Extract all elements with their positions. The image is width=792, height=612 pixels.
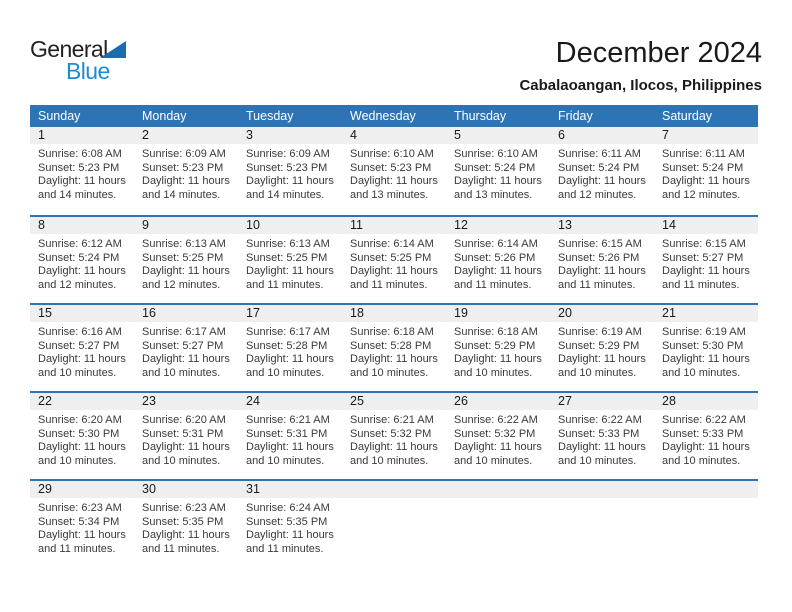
day-number <box>446 481 550 498</box>
week-row <box>30 479 758 567</box>
weekday-header-wednesday: Wednesday <box>350 109 416 123</box>
day-details <box>654 234 758 293</box>
day-number: 17 <box>238 305 342 322</box>
day-details <box>342 144 446 203</box>
sunset-text: Sunset: 5:23 PM <box>350 161 432 174</box>
sunset-text: Sunset: 5:24 PM <box>38 251 120 264</box>
daylight-text: Daylight: 11 hours and 10 minutes. <box>454 441 542 467</box>
day-cell-empty <box>550 481 654 567</box>
daylight-text: Daylight: 11 hours and 10 minutes. <box>350 441 438 467</box>
day-details <box>342 234 446 293</box>
sunrise-text: Sunrise: 6:13 AM <box>246 238 330 250</box>
day-details <box>550 234 654 293</box>
day-number <box>654 481 758 498</box>
daylight-text: Daylight: 11 hours and 13 minutes. <box>350 175 438 201</box>
daylight-text: Daylight: 11 hours and 10 minutes. <box>142 441 230 467</box>
daylight-text: Daylight: 11 hours and 11 minutes. <box>246 529 334 555</box>
sunset-text: Sunset: 5:31 PM <box>142 427 224 440</box>
weekday-header-friday: Friday <box>558 109 593 123</box>
day-cell <box>134 481 238 567</box>
day-cell <box>30 393 134 479</box>
day-cell <box>238 393 342 479</box>
daylight-text: Daylight: 11 hours and 12 minutes. <box>662 175 750 201</box>
sunset-text: Sunset: 5:27 PM <box>38 339 120 352</box>
day-details <box>134 410 238 469</box>
day-details <box>446 234 550 293</box>
day-cell <box>30 481 134 567</box>
day-cell <box>342 305 446 391</box>
sunrise-text: Sunrise: 6:21 AM <box>350 414 434 426</box>
sunrise-text: Sunrise: 6:24 AM <box>246 502 330 514</box>
day-number: 14 <box>654 217 758 234</box>
sunrise-text: Sunrise: 6:16 AM <box>38 326 122 338</box>
day-details <box>30 144 134 203</box>
logo-text-general: General <box>30 36 108 62</box>
title-block <box>519 38 762 94</box>
daylight-text: Daylight: 11 hours and 10 minutes. <box>38 441 126 467</box>
day-cell <box>654 305 758 391</box>
day-details <box>238 322 342 381</box>
daylight-text: Daylight: 11 hours and 11 minutes. <box>454 265 542 291</box>
day-cell <box>134 393 238 479</box>
daylight-text: Daylight: 11 hours and 14 minutes. <box>246 175 334 201</box>
day-number: 12 <box>446 217 550 234</box>
sunset-text: Sunset: 5:23 PM <box>142 161 224 174</box>
day-details <box>134 322 238 381</box>
daylight-text: Daylight: 11 hours and 11 minutes. <box>558 265 646 291</box>
sunrise-text: Sunrise: 6:17 AM <box>142 326 226 338</box>
sunset-text: Sunset: 5:35 PM <box>246 515 328 528</box>
day-details <box>134 234 238 293</box>
weekday-header-tuesday: Tuesday <box>246 109 294 123</box>
day-number: 5 <box>446 127 550 144</box>
daylight-text: Daylight: 11 hours and 10 minutes. <box>558 441 646 467</box>
day-number: 18 <box>342 305 446 322</box>
sunrise-text: Sunrise: 6:20 AM <box>142 414 226 426</box>
daylight-text: Daylight: 11 hours and 14 minutes. <box>38 175 126 201</box>
page-title: December 2024 <box>555 37 762 69</box>
day-cell <box>342 393 446 479</box>
daylight-text: Daylight: 11 hours and 11 minutes. <box>246 265 334 291</box>
daylight-text: Daylight: 11 hours and 10 minutes. <box>662 353 750 379</box>
day-details <box>134 144 238 203</box>
sunset-text: Sunset: 5:28 PM <box>350 339 432 352</box>
sunset-text: Sunset: 5:29 PM <box>454 339 536 352</box>
day-cell <box>30 127 134 215</box>
sunrise-text: Sunrise: 6:23 AM <box>38 502 122 514</box>
sunset-text: Sunset: 5:33 PM <box>558 427 640 440</box>
day-number <box>342 481 446 498</box>
daylight-text: Daylight: 11 hours and 10 minutes. <box>142 353 230 379</box>
day-number: 9 <box>134 217 238 234</box>
sunrise-text: Sunrise: 6:23 AM <box>142 502 226 514</box>
day-details <box>30 234 134 293</box>
day-cell <box>446 393 550 479</box>
sunrise-text: Sunrise: 6:12 AM <box>38 238 122 250</box>
sunrise-text: Sunrise: 6:08 AM <box>38 148 122 160</box>
sunrise-text: Sunrise: 6:18 AM <box>350 326 434 338</box>
day-cell <box>30 217 134 303</box>
weekday-header-thursday: Thursday <box>454 109 507 123</box>
sunset-text: Sunset: 5:23 PM <box>246 161 328 174</box>
day-number: 26 <box>446 393 550 410</box>
sunrise-text: Sunrise: 6:21 AM <box>246 414 330 426</box>
daylight-text: Daylight: 11 hours and 12 minutes. <box>558 175 646 201</box>
day-cell <box>446 305 550 391</box>
daylight-text: Daylight: 11 hours and 12 minutes. <box>142 265 230 291</box>
daylight-text: Daylight: 11 hours and 11 minutes. <box>662 265 750 291</box>
sunset-text: Sunset: 5:25 PM <box>142 251 224 264</box>
day-details <box>342 410 446 469</box>
day-cell <box>134 127 238 215</box>
sunset-text: Sunset: 5:30 PM <box>38 427 120 440</box>
day-cell <box>654 393 758 479</box>
day-cell <box>654 127 758 215</box>
sunrise-text: Sunrise: 6:10 AM <box>350 148 434 160</box>
sunrise-text: Sunrise: 6:22 AM <box>558 414 642 426</box>
day-number: 15 <box>30 305 134 322</box>
sunrise-text: Sunrise: 6:14 AM <box>350 238 434 250</box>
day-details <box>654 144 758 203</box>
sunset-text: Sunset: 5:30 PM <box>662 339 744 352</box>
day-cell <box>238 217 342 303</box>
sunrise-text: Sunrise: 6:09 AM <box>142 148 226 160</box>
day-number: 28 <box>654 393 758 410</box>
weekday-header-row <box>30 105 758 127</box>
sunrise-text: Sunrise: 6:18 AM <box>454 326 538 338</box>
sunset-text: Sunset: 5:33 PM <box>662 427 744 440</box>
sunrise-text: Sunrise: 6:22 AM <box>454 414 538 426</box>
sunset-text: Sunset: 5:24 PM <box>662 161 744 174</box>
day-number: 1 <box>30 127 134 144</box>
day-cell <box>30 305 134 391</box>
day-number: 23 <box>134 393 238 410</box>
day-details <box>134 498 238 557</box>
day-details <box>654 410 758 469</box>
sunset-text: Sunset: 5:23 PM <box>38 161 120 174</box>
day-details <box>238 498 342 557</box>
daylight-text: Daylight: 11 hours and 10 minutes. <box>38 353 126 379</box>
sunrise-text: Sunrise: 6:19 AM <box>662 326 746 338</box>
sunset-text: Sunset: 5:32 PM <box>454 427 536 440</box>
sunset-text: Sunset: 5:32 PM <box>350 427 432 440</box>
sunrise-text: Sunrise: 6:17 AM <box>246 326 330 338</box>
day-number: 3 <box>238 127 342 144</box>
day-number: 20 <box>550 305 654 322</box>
sunrise-text: Sunrise: 6:11 AM <box>558 148 641 160</box>
day-cell <box>654 217 758 303</box>
day-cell <box>342 217 446 303</box>
day-number: 2 <box>134 127 238 144</box>
day-details <box>654 322 758 381</box>
day-details <box>446 410 550 469</box>
daylight-text: Daylight: 11 hours and 11 minutes. <box>350 265 438 291</box>
day-number: 22 <box>30 393 134 410</box>
day-details <box>550 144 654 203</box>
daylight-text: Daylight: 11 hours and 13 minutes. <box>454 175 542 201</box>
sunset-text: Sunset: 5:27 PM <box>662 251 744 264</box>
sunrise-text: Sunrise: 6:10 AM <box>454 148 538 160</box>
daylight-text: Daylight: 11 hours and 10 minutes. <box>454 353 542 379</box>
day-number: 29 <box>30 481 134 498</box>
week-row <box>30 303 758 391</box>
week-row <box>30 391 758 479</box>
week-row <box>30 215 758 303</box>
day-number: 30 <box>134 481 238 498</box>
weekday-header-monday: Monday <box>142 109 187 123</box>
day-cell <box>134 305 238 391</box>
day-cell <box>238 127 342 215</box>
sunrise-text: Sunrise: 6:22 AM <box>662 414 746 426</box>
sunset-text: Sunset: 5:25 PM <box>246 251 328 264</box>
day-cell <box>238 481 342 567</box>
sunset-text: Sunset: 5:27 PM <box>142 339 224 352</box>
sunset-text: Sunset: 5:29 PM <box>558 339 640 352</box>
sunrise-text: Sunrise: 6:20 AM <box>38 414 122 426</box>
daylight-text: Daylight: 11 hours and 10 minutes. <box>246 441 334 467</box>
day-number: 11 <box>342 217 446 234</box>
day-number: 13 <box>550 217 654 234</box>
day-details <box>446 144 550 203</box>
calendar-grid <box>30 127 758 567</box>
sunrise-text: Sunrise: 6:15 AM <box>558 238 642 250</box>
day-details <box>550 322 654 381</box>
day-details <box>342 322 446 381</box>
day-number: 21 <box>654 305 758 322</box>
day-number: 24 <box>238 393 342 410</box>
day-details <box>30 322 134 381</box>
daylight-text: Daylight: 11 hours and 10 minutes. <box>350 353 438 379</box>
daylight-text: Daylight: 11 hours and 10 minutes. <box>558 353 646 379</box>
day-cell <box>550 217 654 303</box>
sunrise-text: Sunrise: 6:19 AM <box>558 326 642 338</box>
day-details <box>30 498 134 557</box>
sunset-text: Sunset: 5:26 PM <box>558 251 640 264</box>
day-cell <box>550 305 654 391</box>
sunrise-text: Sunrise: 6:09 AM <box>246 148 330 160</box>
day-details <box>238 234 342 293</box>
sunset-text: Sunset: 5:26 PM <box>454 251 536 264</box>
sunrise-text: Sunrise: 6:13 AM <box>142 238 226 250</box>
daylight-text: Daylight: 11 hours and 10 minutes. <box>246 353 334 379</box>
sunset-text: Sunset: 5:24 PM <box>454 161 536 174</box>
day-cell-empty <box>342 481 446 567</box>
day-number: 7 <box>654 127 758 144</box>
weekday-header-saturday: Saturday <box>662 109 713 123</box>
page-header <box>30 38 762 105</box>
sunset-text: Sunset: 5:25 PM <box>350 251 432 264</box>
calendar-table <box>30 105 758 567</box>
daylight-text: Daylight: 11 hours and 11 minutes. <box>38 529 126 555</box>
day-cell <box>446 217 550 303</box>
day-number <box>550 481 654 498</box>
day-number: 27 <box>550 393 654 410</box>
day-number: 4 <box>342 127 446 144</box>
sunset-text: Sunset: 5:34 PM <box>38 515 120 528</box>
day-number: 19 <box>446 305 550 322</box>
daylight-text: Daylight: 11 hours and 10 minutes. <box>662 441 750 467</box>
sunrise-text: Sunrise: 6:11 AM <box>662 148 745 160</box>
day-cell-empty <box>654 481 758 567</box>
logo-text-blue: Blue <box>66 58 110 84</box>
weekday-header-sunday: Sunday <box>38 109 81 123</box>
day-number: 10 <box>238 217 342 234</box>
sunrise-text: Sunrise: 6:15 AM <box>662 238 746 250</box>
day-cell <box>342 127 446 215</box>
day-number: 6 <box>550 127 654 144</box>
sunset-text: Sunset: 5:24 PM <box>558 161 640 174</box>
location-subtitle: Cabalaoangan, Ilocos, Philippines <box>519 77 762 95</box>
day-number: 31 <box>238 481 342 498</box>
day-number: 8 <box>30 217 134 234</box>
general-blue-logo <box>30 38 130 90</box>
day-details <box>30 410 134 469</box>
daylight-text: Daylight: 11 hours and 12 minutes. <box>38 265 126 291</box>
day-cell <box>134 217 238 303</box>
day-cell <box>238 305 342 391</box>
daylight-text: Daylight: 11 hours and 11 minutes. <box>142 529 230 555</box>
sunset-text: Sunset: 5:35 PM <box>142 515 224 528</box>
sunset-text: Sunset: 5:31 PM <box>246 427 328 440</box>
sunrise-text: Sunrise: 6:14 AM <box>454 238 538 250</box>
day-cell <box>550 393 654 479</box>
day-details <box>550 410 654 469</box>
daylight-text: Daylight: 11 hours and 14 minutes. <box>142 175 230 201</box>
day-details <box>446 322 550 381</box>
day-number: 25 <box>342 393 446 410</box>
day-cell <box>446 127 550 215</box>
day-cell <box>550 127 654 215</box>
day-details <box>238 144 342 203</box>
week-row <box>30 127 758 215</box>
sunset-text: Sunset: 5:28 PM <box>246 339 328 352</box>
day-number: 16 <box>134 305 238 322</box>
day-cell-empty <box>446 481 550 567</box>
day-details <box>238 410 342 469</box>
